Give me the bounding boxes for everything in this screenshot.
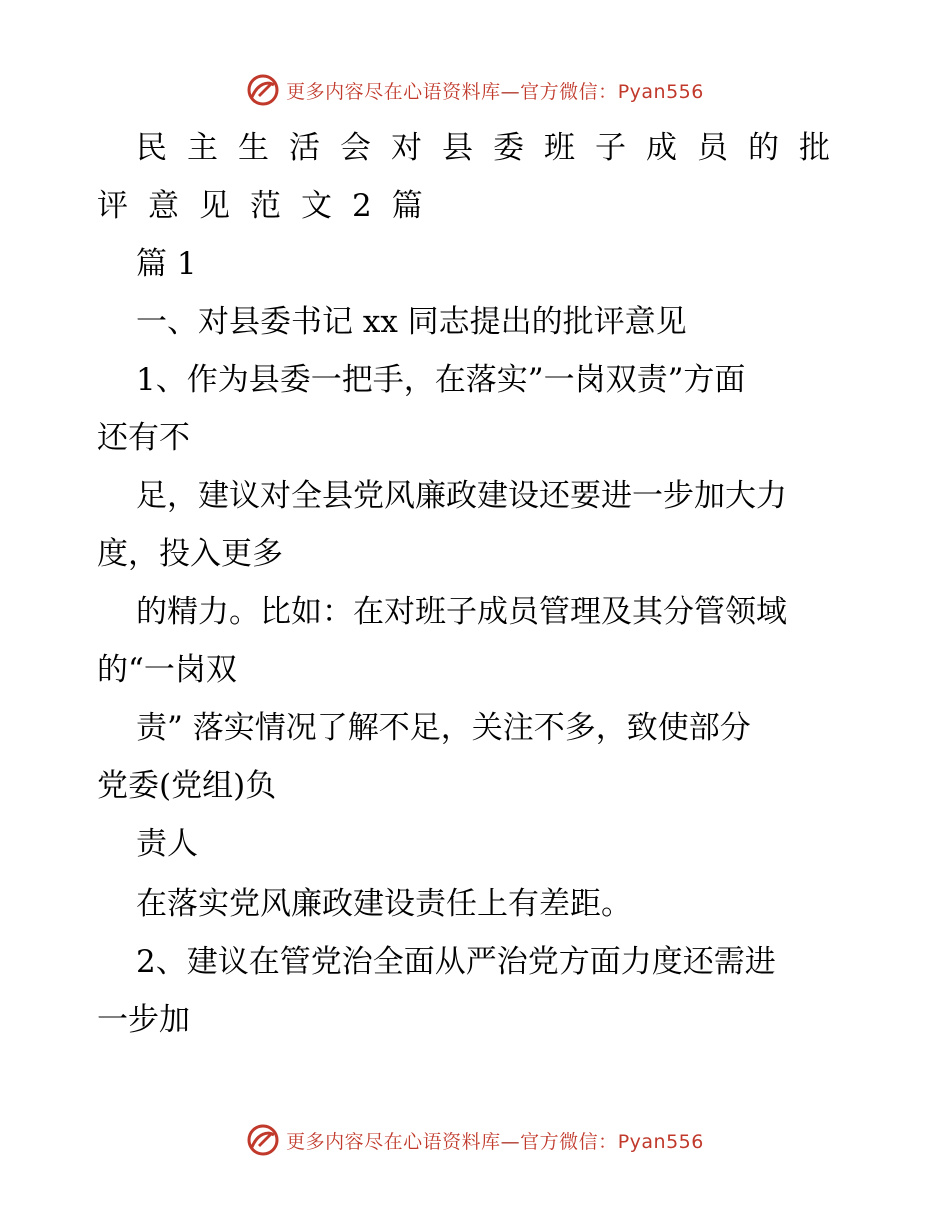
watermark-dash: —	[500, 1130, 521, 1153]
doc-title-line1: 民主生活会对县委班子成员的批	[136, 130, 850, 166]
watermark-id: Pyan556	[617, 1130, 704, 1153]
doc-line: 责” 落实情况了解不足，关注不多，致使部分	[136, 710, 751, 746]
doc-line: 在落实党风廉政建设责任上有差距。	[136, 886, 632, 922]
doc-line: 足，建议对全县党风廉政建设还要进一步加大力	[136, 478, 787, 514]
watermark-id: Pyan556	[617, 80, 704, 103]
doc-line: 的精力。比如：在对班子成员管理及其分管领域	[136, 594, 787, 630]
doc-line: 还有不	[97, 420, 190, 456]
doc-line: 1、作为县委一把手，在落实”一岗双责”方面	[136, 362, 746, 398]
doc-line: 党委(党组)负	[97, 768, 277, 804]
watermark-cn: 更多内容尽在心语资料库	[286, 80, 501, 103]
swirl-pen-logo-icon	[246, 1123, 280, 1157]
doc-line: 度，投入更多	[97, 536, 283, 572]
doc-line: 责人	[136, 826, 198, 862]
doc-title-line2: 评意见范文2篇	[97, 188, 443, 224]
watermark-label: 官方微信：	[520, 1130, 618, 1153]
doc-line: 一、对县委书记 xx 同志提出的批评意见	[136, 304, 687, 340]
watermark-label: 官方微信：	[520, 80, 618, 103]
watermark-text	[286, 1127, 704, 1154]
watermark-cn: 更多内容尽在心语资料库	[286, 1130, 501, 1153]
watermark-footer	[0, 1120, 950, 1160]
watermark-dash: —	[500, 80, 521, 103]
doc-line: 篇 1	[136, 246, 197, 282]
doc-line: 一步加	[97, 1002, 190, 1038]
doc-line: 的“一岗双	[97, 652, 237, 688]
doc-line: 2、建议在管党治全面从严治党方面力度还需进	[136, 944, 776, 980]
